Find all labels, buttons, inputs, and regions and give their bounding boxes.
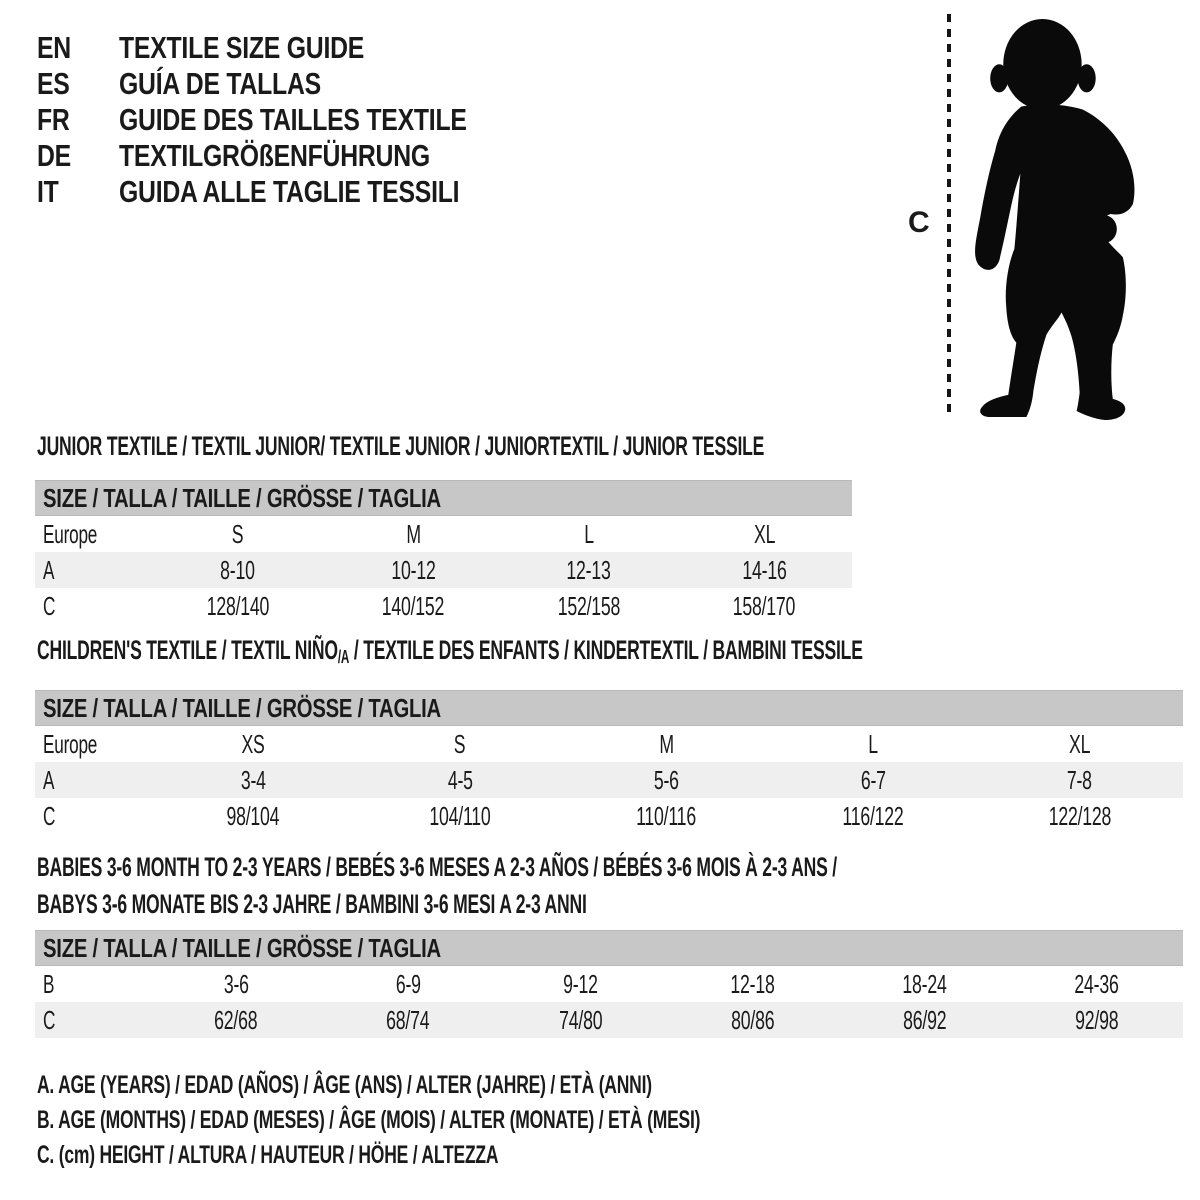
toddler-silhouette [955, 10, 1150, 422]
cell-value: 12-18 [730, 968, 775, 999]
babies-table-title: BABIES 3-6 MONTH TO 2-3 YEARS / BEBÉS 3-6 MESES A 2-3 AÑOS / BÉBÉS 3-6 MOIS À 2-3 ANS / BABYS 3-6 MONATE BIS 2-3 JAHRE / BAMBINI 3-6 MESI A 2-3 ANNI [37, 852, 837, 919]
row-label: B [43, 968, 55, 999]
table-row-height [35, 1002, 1183, 1038]
row-label: A [43, 554, 55, 585]
cell-value: 80/86 [730, 1004, 775, 1035]
row-label: Europe [43, 728, 98, 759]
cell-value: 8-10 [220, 554, 256, 585]
cell-value: 128/140 [206, 590, 269, 621]
cell-value: 5-6 [654, 764, 679, 795]
children-size-table [35, 690, 1183, 834]
title-subscript: /A [337, 647, 350, 667]
language-code: FR [37, 102, 70, 137]
language-header [37, 30, 554, 210]
table-row-age [35, 552, 852, 588]
language-row-it [37, 174, 554, 210]
cell-value: 18-24 [902, 968, 947, 999]
junior-size-table [35, 480, 852, 624]
table-row-height [35, 588, 852, 624]
babies-size-table [35, 930, 1183, 1038]
row-label: C [43, 590, 56, 621]
cell-value: M [659, 728, 674, 759]
legend-line-a: A. AGE (YEARS) / EDAD (AÑOS) / ÂGE (ANS) / ALTER (JAHRE) / ETÀ (ANNI) [37, 1071, 652, 1099]
cell-value: S [231, 518, 244, 549]
language-title: TEXTILE SIZE GUIDE [119, 30, 365, 65]
cell-value: XS [241, 728, 265, 759]
cell-value: XL [1069, 728, 1091, 759]
row-label: C [43, 800, 56, 831]
table-row-europe [35, 516, 852, 552]
cell-value: 68/74 [386, 1004, 430, 1035]
cell-value: M [405, 518, 421, 549]
table-row-europe [35, 726, 1183, 762]
cell-value: L [583, 518, 594, 549]
language-row-de [37, 138, 554, 174]
table-row-age [35, 762, 1183, 798]
cell-value: 12-13 [566, 554, 611, 585]
cell-value: 4-5 [447, 764, 473, 795]
junior-table-title: JUNIOR TEXTILE / TEXTIL JUNIOR/ TEXTILE JUNIOR / JUNIORTEXTIL / JUNIOR TESSILE [37, 431, 765, 461]
language-title: GUÍA DE TALLAS [119, 66, 321, 101]
cell-value: 14-16 [742, 554, 787, 585]
language-title: TEXTILGRÖßENFÜHRUNG [119, 138, 430, 173]
cell-value: 98/104 [226, 800, 280, 831]
measure-legend [37, 1068, 985, 1173]
language-row-es [37, 66, 554, 102]
cell-value: 62/68 [214, 1004, 258, 1035]
cell-value: XL [753, 518, 775, 549]
height-measure-label: C [908, 206, 930, 239]
legend-line-b: B. AGE (MONTHS) / EDAD (MESES) / ÂGE (MOIS) / ALTER (MONATE) / ETÀ (MESI) [37, 1106, 701, 1134]
cell-value: 7-8 [1067, 764, 1093, 795]
table-row-height [35, 798, 1183, 834]
cell-value: L [868, 728, 878, 759]
cell-value: 6-7 [860, 764, 886, 795]
cell-value: 10-12 [391, 554, 436, 585]
row-label: A [43, 764, 55, 795]
language-code: IT [37, 174, 59, 209]
cell-value: 74/80 [558, 1004, 603, 1035]
cell-value: 24-36 [1074, 968, 1120, 999]
cell-value: 158/170 [732, 590, 796, 621]
cell-value: 6-9 [395, 968, 421, 999]
cell-value: 86/92 [903, 1004, 947, 1035]
children-table-title: CHILDREN'S TEXTILE / TEXTIL $NIÑO_{/A}$ / TEXTILE DES ENFANTS / KINDERTEXTIL / BAMBINI TESSILE [37, 635, 863, 667]
language-title: GUIDE DES TAILLES TEXTILE [119, 102, 467, 137]
language-row-en [37, 30, 554, 66]
language-title: GUIDA ALLE TAGLIE TESSILI [119, 174, 460, 209]
size-header-bar: SIZE / TALLA / TAILLE / GRÖSSE / TAGLIA [35, 480, 852, 516]
language-code: EN [37, 30, 71, 65]
cell-value: 140/152 [381, 590, 445, 621]
language-code: ES [37, 66, 70, 101]
language-row-fr [37, 102, 554, 138]
cell-value: 116/122 [842, 800, 904, 831]
cell-value: 104/110 [429, 800, 491, 831]
legend-line-c: C. (cm) HEIGHT / ALTURA / HAUTEUR / HÖHE / ALTEZZA [37, 1141, 499, 1169]
cell-value: S [454, 728, 466, 759]
cell-value: 3-4 [240, 764, 266, 795]
cell-value: 9-12 [563, 968, 598, 999]
cell-value: 92/98 [1075, 1004, 1119, 1035]
cell-value: 110/116 [636, 800, 697, 831]
cell-value: 3-6 [223, 968, 249, 999]
row-label: C [43, 1004, 56, 1035]
cell-value: 122/128 [1048, 800, 1111, 831]
row-label: Europe [43, 518, 98, 549]
table-row-months [35, 966, 1183, 1002]
cell-value: 152/158 [557, 590, 620, 621]
size-header-bar: SIZE / TALLA / TAILLE / GRÖSSE / TAGLIA [35, 690, 1183, 726]
size-header-bar: SIZE / TALLA / TAILLE / GRÖSSE / TAGLIA [35, 930, 1183, 966]
height-measure-dashed-line [947, 14, 951, 418]
language-code: DE [37, 138, 71, 173]
